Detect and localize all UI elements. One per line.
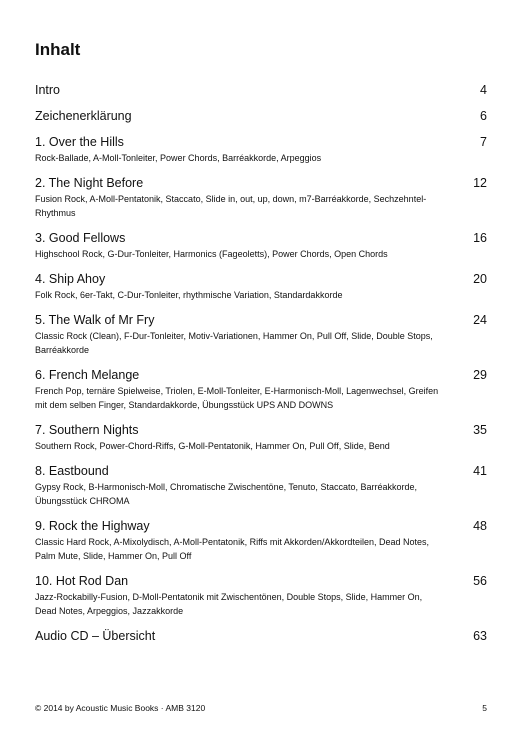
toc-entry-page: 6 (480, 109, 487, 123)
toc-entry-page: 56 (473, 574, 487, 588)
toc-entry-description: Classic Hard Rock, A-Mixolydisch, A-Moll-Pentatonik, Riffs mit Akkorden/Akkordteilen, Dead Notes, Palm Mute, Slide, Hammer On, Pull Off (35, 537, 429, 561)
toc-entry[interactable] (35, 175, 487, 220)
footer-page-number: 5 (482, 703, 487, 713)
toc-entry-description: Fusion Rock, A-Moll-Pentatonik, Staccato, Slide in, out, up, down, m7-Barréakkorde, Sechzehntel-Rhythmus (35, 194, 427, 218)
toc-list (35, 82, 487, 654)
toc-entry-title: 5. The Walk of Mr Fry (35, 313, 155, 327)
toc-entry[interactable] (35, 463, 487, 508)
toc-entry-title: Intro (35, 83, 61, 97)
toc-entry-page: 48 (473, 519, 487, 533)
toc-entry-title: 4. Ship Ahoy (35, 272, 106, 286)
toc-entry-title: 6. French Melange (35, 368, 140, 382)
toc-entry[interactable] (35, 573, 487, 618)
toc-entry-page: 12 (473, 176, 487, 190)
toc-entry[interactable] (35, 312, 487, 357)
toc-entry-description: Gypsy Rock, B-Harmonisch-Moll, Chromatische Zwischentöne, Tenuto, Staccato, Barréakkorde, Übungsstück CHROMA (35, 482, 417, 506)
toc-entry-page: 63 (473, 629, 487, 643)
toc-entry-description: Highschool Rock, G-Dur-Tonleiter, Harmonics (Fageoletts), Power Chords, Open Chords (35, 249, 388, 259)
toc-entry[interactable] (35, 518, 487, 563)
toc-entry-title: 10. Hot Rod Dan (35, 574, 129, 588)
toc-entry-title: Zeichenerklärung (35, 109, 132, 123)
toc-entry-title: Audio CD – Übersicht (35, 629, 156, 643)
toc-entry-description: Classic Rock (Clean), F-Dur-Tonleiter, Motiv-Variationen, Hammer On, Pull Off, Slide, Double Stops, Barréakkorde (35, 331, 433, 355)
toc-entry[interactable] (35, 134, 487, 165)
toc-entry-page: 24 (473, 313, 487, 327)
toc-entry-page: 29 (473, 368, 487, 382)
toc-entry-title: 3. Good Fellows (35, 231, 126, 245)
toc-entry-description: Rock-Ballade, A-Moll-Tonleiter, Power Chords, Barréakkorde, Arpeggios (35, 153, 322, 163)
toc-entry[interactable] (35, 628, 487, 644)
footer-copyright: © 2014 by Acoustic Music Books · AMB 3120 (35, 703, 206, 713)
toc-entry-title: 2. The Night Before (35, 176, 144, 190)
toc-entry-description: Folk Rock, 6er-Takt, C-Dur-Tonleiter, rhythmische Variation, Standardakkorde (35, 290, 343, 300)
toc-entry-description: Jazz-Rockabilly-Fusion, D-Moll-Pentatonik mit Zwischentönen, Double Stops, Slide, Hammer On, Dead Notes, Arpeggios, Jazzakkorde (35, 592, 423, 616)
toc-entry-page: 20 (473, 272, 487, 286)
toc-entry-description: Southern Rock, Power-Chord-Riffs, G-Moll-Pentatonik, Hammer On, Pull Off, Slide, Bend (35, 441, 390, 451)
toc-entry-page: 35 (473, 423, 487, 437)
toc-entry-page: 41 (473, 464, 487, 478)
toc-entry-page: 4 (480, 83, 487, 97)
page-title: Inhalt (35, 40, 81, 59)
toc-entry-page: 7 (480, 135, 487, 149)
toc-entry-title: 9. Rock the Highway (35, 519, 150, 533)
toc-entry[interactable] (35, 367, 487, 412)
toc-entry-description: French Pop, ternäre Spielweise, Triolen, E-Moll-Tonleiter, E-Harmonisch-Moll, Lagenwechsel, Greifen mit dem selben Finger, Standardakkorde, Übungsstück UPS AND DOWNS (35, 386, 439, 410)
toc-entry[interactable] (35, 271, 487, 302)
toc-entry[interactable] (35, 108, 487, 124)
toc-entry-title: 1. Over the Hills (35, 135, 124, 149)
toc-entry-title: 7. Southern Nights (35, 423, 139, 437)
toc-entry[interactable] (35, 230, 487, 261)
toc-entry-page: 16 (473, 231, 487, 245)
toc-entry-title: 8. Eastbound (35, 464, 109, 478)
toc-entry[interactable] (35, 422, 487, 453)
toc-entry[interactable] (35, 82, 487, 98)
